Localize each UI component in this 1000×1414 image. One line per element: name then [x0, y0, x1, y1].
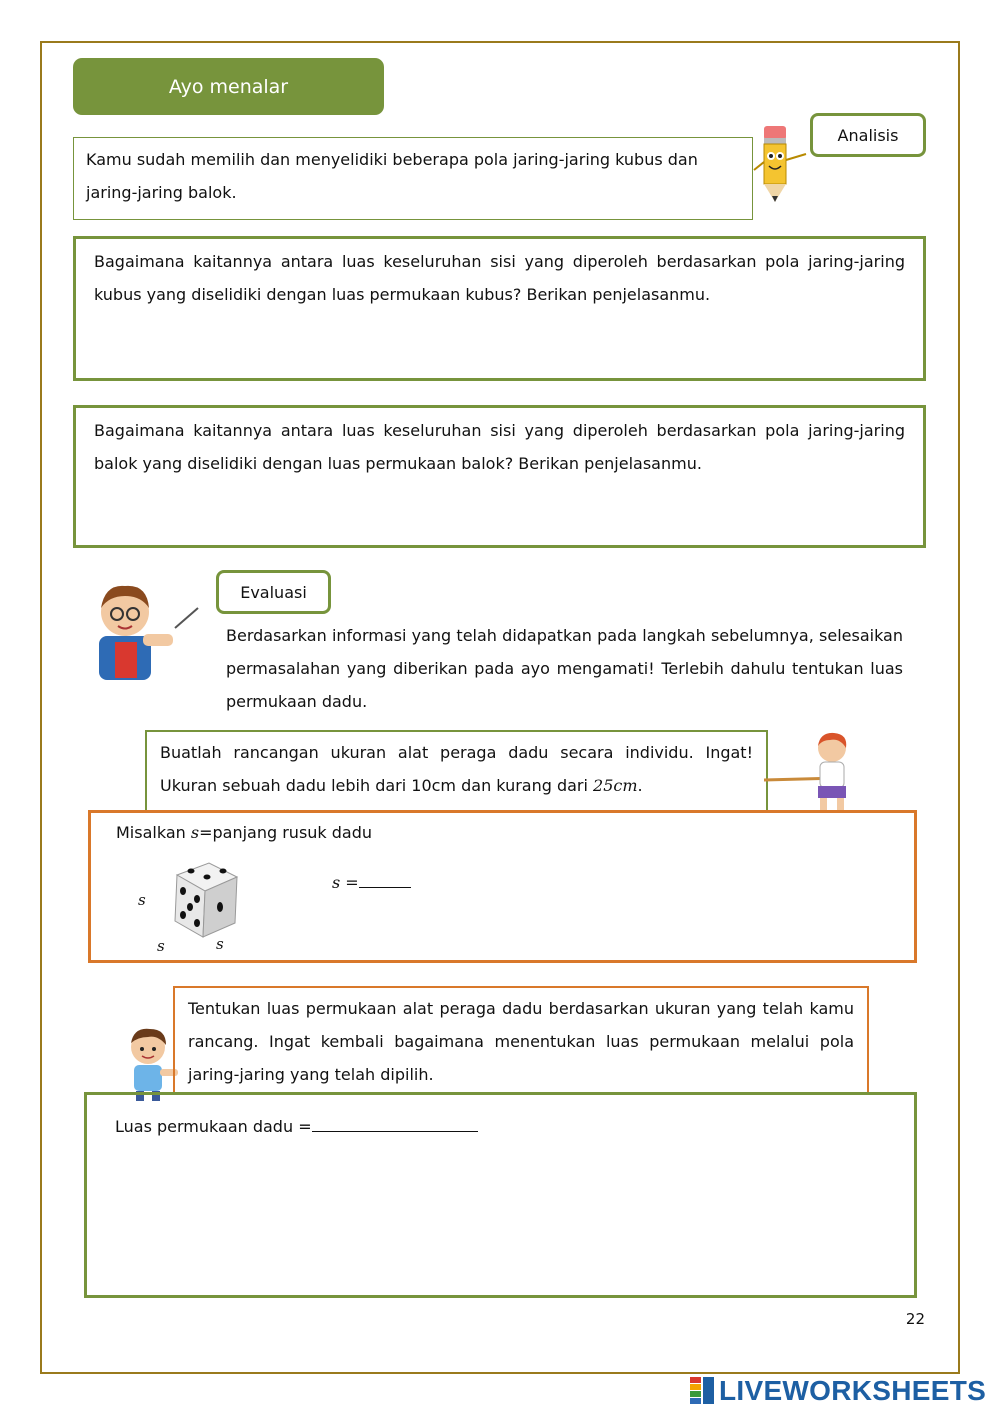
s-answer-row: [332, 871, 411, 892]
misalkan-prefix: Misalkan: [116, 823, 186, 842]
dice-edge-label-bottom-left: s: [157, 937, 165, 955]
evaluasi-tag-label: Evaluasi: [240, 582, 307, 602]
dice-icon: [157, 855, 243, 941]
analisis-tag: [810, 113, 926, 157]
section-header: [73, 58, 384, 115]
teacher-illustration-icon: [85, 578, 205, 682]
liveworksheets-logo-icon: [690, 1377, 716, 1405]
evaluasi-tag: [216, 570, 331, 614]
section-title: Ayo menalar: [168, 75, 289, 98]
s-equals-label: s =: [332, 873, 359, 892]
intro-box: [73, 137, 753, 220]
liveworksheets-logo: [690, 1373, 990, 1409]
s-answer-blank[interactable]: [359, 871, 411, 888]
boy-rope-illustration-icon: [762, 730, 858, 814]
evaluasi-instruction-text: Berdasarkan informasi yang telah didapatkan pada langkah sebelumnya, selesaikan permasalahan yang diberikan pada ayo mengamati! Terlebih dahulu tentukan luas permukaan dadu.: [226, 626, 903, 711]
task1-box: [145, 730, 768, 812]
boy-pointing-illustration-icon: [124, 1025, 178, 1101]
misalkan-suffix: =panjang rusuk dadu: [199, 823, 373, 842]
evaluasi-instruction: [226, 619, 903, 718]
luas-answer-row: [115, 1115, 478, 1136]
page-number: 22: [905, 1310, 925, 1328]
task1-body: Buatlah rancangan ukuran alat peraga dadu secara individu. Ingat! Ukuran sebuah dadu lebih dari 10cm dan kurang dari: [160, 743, 753, 795]
question-kubus-text: Bagaimana kaitannya antara luas keseluruhan sisi yang diperoleh berdasarkan pola jaring-jaring kubus yang diselidiki dengan luas permukaan kubus? Berikan penjelasanmu.: [94, 252, 905, 304]
question-balok-box[interactable]: [73, 405, 926, 548]
question-kubus-box[interactable]: [73, 236, 926, 381]
task1-value: 25cm: [593, 776, 638, 795]
task1-text: [160, 736, 753, 802]
task1-end: .: [637, 776, 643, 795]
pencil-mascot-icon: [750, 118, 812, 206]
luas-answer-blank[interactable]: [312, 1115, 478, 1132]
liveworksheets-logo-text: LIVEWORKSHEETS: [719, 1375, 987, 1406]
question-balok-text: Bagaimana kaitannya antara luas keseluruhan sisi yang diperoleh berdasarkan pola jaring-jaring balok yang diselidiki dengan luas permukaan balok? Berikan penjelasanmu.: [94, 421, 905, 473]
luas-answer-box[interactable]: [84, 1092, 917, 1298]
luas-label: Luas permukaan dadu =: [115, 1117, 312, 1136]
dice-edge-label-bottom-right: s: [216, 935, 224, 953]
misalkan-line: [116, 823, 372, 842]
intro-text: Kamu sudah memilih dan menyelidiki beberapa pola jaring-jaring kubus dan jaring-jaring balok.: [86, 150, 698, 202]
task2-text: Tentukan luas permukaan alat peraga dadu berdasarkan ukuran yang telah kamu rancang. Ingat kembali bagaimana menentukan luas permukaan melalui pola jaring-jaring yang telah dipilih.: [188, 999, 854, 1084]
misalkan-box: [88, 810, 917, 963]
task2-box: [173, 986, 869, 1094]
misalkan-var: s: [190, 823, 200, 842]
analisis-tag-label: Analisis: [837, 125, 899, 145]
dice-edge-label-left: s: [138, 891, 146, 909]
